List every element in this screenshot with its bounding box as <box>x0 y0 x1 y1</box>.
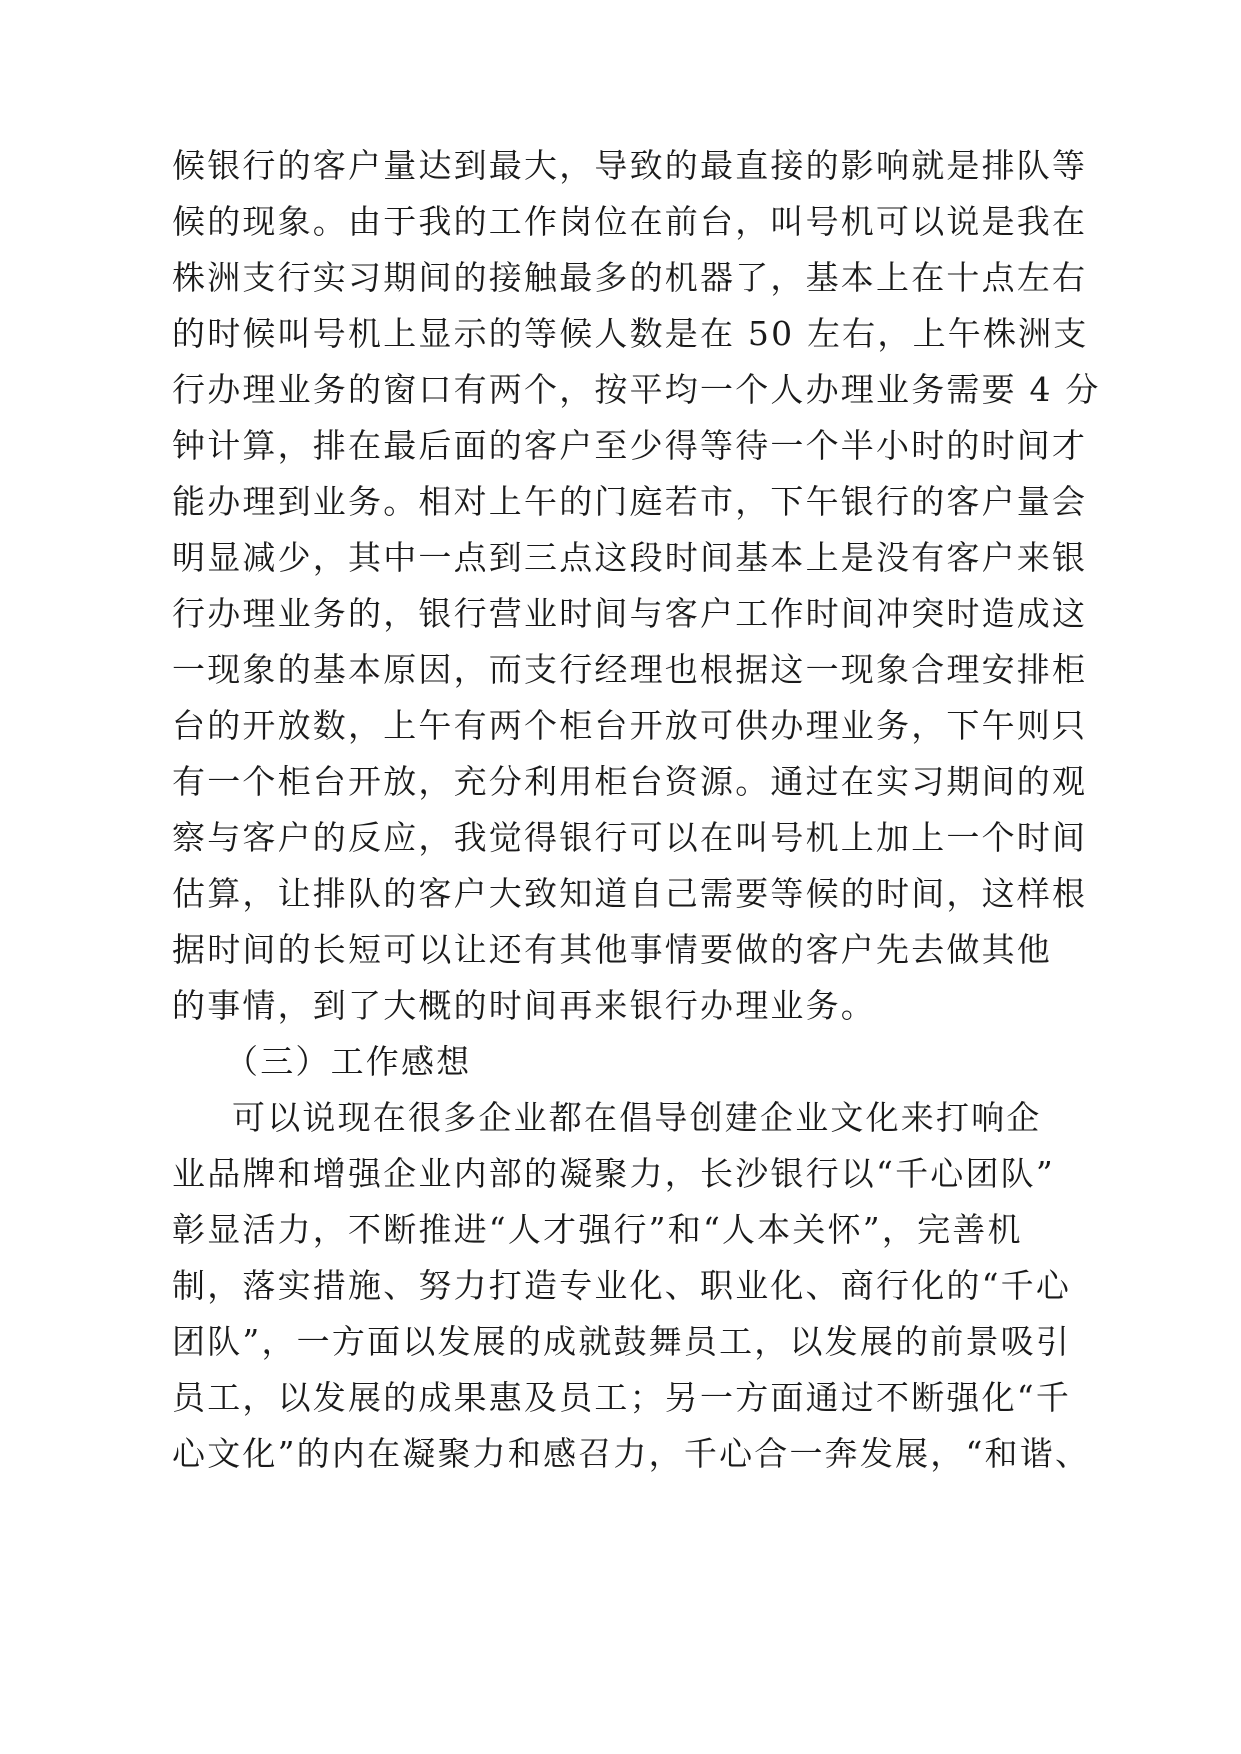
text-line: 业品牌和增强企业内部的凝聚力，长沙银行以“千心团队” <box>172 1154 1055 1193</box>
text-line: 株洲支行实习期间的接触最多的机器了，基本上在十点左右 <box>172 258 1088 297</box>
text-line: 察与客户的反应，我觉得银行可以在叫号机上加上一个时间 <box>172 818 1088 857</box>
text-line: 明显减少，其中一点到三点这段时间基本上是没有客户来银 <box>172 538 1088 577</box>
text-line: 能办理到业务。相对上午的门庭若市，下午银行的客户量会 <box>172 482 1088 521</box>
text-line: 可以说现在很多企业都在倡导创建企业文化来打响企 <box>232 1098 1042 1137</box>
text-line: 心文化”的内在凝聚力和感召力，千心合一奔发展，“和谐、 <box>172 1434 1091 1473</box>
text-line: 制，落实措施、努力打造专业化、职业化、商行化的“千心 <box>172 1266 1072 1305</box>
text-line: 员工，以发展的成果惠及员工；另一方面通过不断强化“千 <box>172 1378 1072 1417</box>
text-line: 估算，让排队的客户大致知道自己需要等候的时间，这样根 <box>172 874 1088 913</box>
text-line: 一现象的基本原因，而支行经理也根据这一现象合理安排柜 <box>172 650 1088 689</box>
text-line: 候的现象。由于我的工作岗位在前台，叫号机可以说是我在 <box>172 202 1088 241</box>
text-line: 有一个柜台开放，充分利用柜台资源。通过在实习期间的观 <box>172 762 1088 801</box>
text-line: 钟计算，排在最后面的客户至少得等待一个半小时的时间才 <box>172 426 1088 465</box>
text-line: 的事情，到了大概的时间再来银行办理业务。 <box>172 986 876 1025</box>
text-line: 团队”，一方面以发展的成就鼓舞员工，以发展的前景吸引 <box>172 1322 1072 1361</box>
text-line: 行办理业务的，银行营业时间与客户工作时间冲突时造成这 <box>172 594 1088 633</box>
text-line: 据时间的长短可以让还有其他事情要做的客户先去做其他 <box>172 930 1052 969</box>
text-line: 彰显活力，不断推进“人才强行”和“人本关怀”，完善机 <box>172 1210 1023 1249</box>
section-heading: （三）工作感想 <box>225 1042 472 1081</box>
text-line: 的时候叫号机上显示的等候人数是在 50 左右，上午株洲支 <box>172 314 1089 353</box>
text-line: 行办理业务的窗口有两个，按平均一个人办理业务需要 4 分 <box>172 370 1101 409</box>
text-line: 候银行的客户量达到最大，导致的最直接的影响就是排队等 <box>172 146 1088 185</box>
text-line: 台的开放数，上午有两个柜台开放可供办理业务，下午则只 <box>172 706 1088 745</box>
